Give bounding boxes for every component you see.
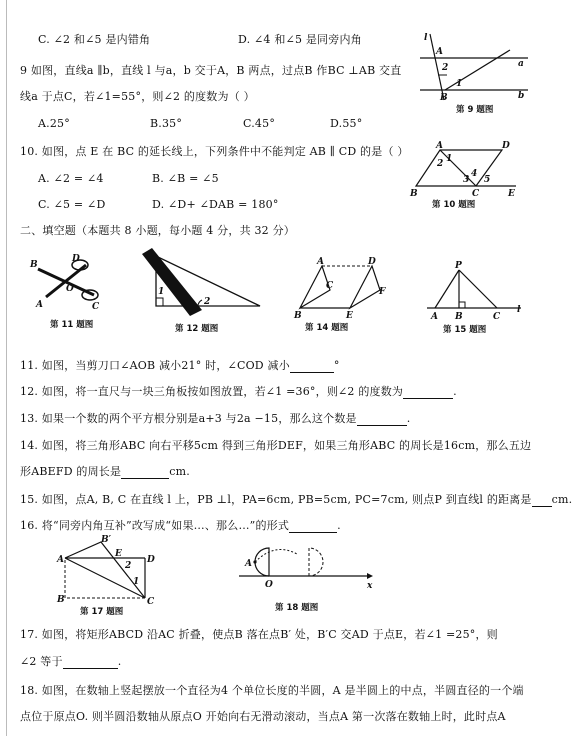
figure-15-diagram [425, 262, 525, 320]
q18-text-line2: 点位于原点O. 则半圆沿数轴从原点O 开始向右无滑动滚动，当点A 第一次落在数轴上时，此时点A [20, 710, 506, 723]
fig11-label-c: C [92, 302, 100, 312]
q17-text-tail: . [117, 655, 122, 668]
fig10-label-2: 2 [437, 159, 444, 169]
fig9-label-angle1: 1 [456, 79, 463, 89]
fig10-label-3: 3 [463, 175, 470, 185]
q17-text-line2 [20, 655, 121, 669]
fig9-label-a-line: a [518, 59, 524, 69]
figure-9-diagram [418, 30, 530, 105]
q10-option-d: D. ∠D+ ∠DAB = 180° [152, 198, 279, 211]
q10-option-a: A. ∠2 = ∠4 [38, 172, 104, 185]
fig15-label-p: P [455, 261, 462, 271]
fig10-label-4: 4 [471, 169, 478, 179]
fig14-label-a: A [317, 257, 324, 267]
q8-option-c: C. ∠2 和∠5 是内错角 [38, 33, 151, 46]
figure-10-diagram [408, 140, 523, 200]
figure-18-diagram [235, 540, 375, 596]
q13-answer-blank[interactable] [357, 414, 407, 426]
q12-text [20, 385, 457, 399]
q10-option-c: C. ∠5 = ∠D [38, 198, 106, 211]
q11-text [20, 359, 340, 373]
q16-text [20, 519, 341, 533]
q15-text-main: 15. 如图，点A, B, C 在直线 l 上，PB ⊥l，PA=6cm, PB=5cm, PC=7cm, 则点P 到直线l 的距离是 [20, 493, 532, 506]
fig12-label-2: 2 [204, 297, 211, 307]
q10-text: 10. 如图，点 E 在 BC 的延长线上，下列条件中不能判定 AB ∥ CD 的是（ ） [20, 145, 409, 158]
figure-9-caption: 第 9 题图 [456, 105, 494, 115]
q9-option-a: A.25° [38, 117, 70, 130]
q9-option-d: D.55° [330, 117, 363, 130]
q9-option-c: C.45° [243, 117, 276, 130]
fig10-label-1: 1 [446, 154, 453, 164]
fig14-label-c: C [326, 281, 334, 291]
figure-11-caption: 第 11 题图 [50, 320, 94, 330]
fig17-label-b-prime: B′ [101, 535, 111, 545]
fig14-label-f: F [379, 287, 386, 297]
q17-text-line1: 17. 如图，将矩形ABCD 沿AC 折叠，使点B 落在点B′ 处，B′C 交AD 于点E，若∠1 =25°，则 [20, 628, 498, 641]
fig17-label-2: 2 [125, 561, 132, 571]
q15-text-tail: cm. [551, 493, 572, 506]
fig15-label-l: l [517, 305, 521, 315]
q14-text-line2 [20, 465, 190, 479]
q13-text-tail: . [406, 412, 411, 425]
page-left-edge [6, 0, 7, 736]
fig15-label-a: A [431, 312, 438, 322]
figure-10-caption: 第 10 题图 [432, 200, 476, 210]
q15-answer-blank[interactable] [532, 495, 552, 507]
figure-12-caption: 第 12 题图 [175, 324, 219, 334]
fig11-label-a: A [36, 300, 43, 310]
q9-text-line2: 线a 于点C，若∠1=55°，则∠2 的度数为（ ） [20, 90, 255, 103]
fig9-label-l: l [424, 33, 428, 43]
q12-answer-blank[interactable] [403, 387, 453, 399]
q16-text-tail: . [337, 519, 341, 532]
q16-answer-blank[interactable] [289, 521, 337, 533]
q12-text-tail: . [453, 385, 457, 398]
q9-text-line1: 9 如图，直线a ∥b，直线 l 与a，b 交于A，B 两点，过点B 作BC ⊥AB 交直 [20, 64, 402, 77]
fig9-label-angle2: 2 [442, 63, 449, 73]
figure-18-caption: 第 18 题图 [275, 603, 319, 613]
figure-11-diagram [28, 255, 106, 313]
q17-text-main: ∠2 等于 [20, 655, 63, 668]
fig17-label-a: A [57, 555, 64, 565]
fig10-label-b: B [410, 189, 418, 199]
figure-14-diagram [292, 256, 392, 321]
q17-answer-blank[interactable] [63, 657, 118, 669]
fig10-label-e: E [508, 189, 515, 199]
fig14-label-d: D [368, 257, 376, 267]
fig11-label-d: D [72, 254, 80, 264]
q10-option-b: B. ∠B = ∠5 [152, 172, 219, 185]
fig9-label-b-line: b [518, 91, 525, 101]
q14-text-main: 形ABEFD 的周长是 [20, 465, 122, 478]
fig11-label-o: O [66, 284, 74, 294]
fig10-label-c: C [472, 189, 480, 199]
q14-text-tail: cm. [169, 465, 190, 478]
figure-17-diagram [55, 535, 160, 608]
q15-text [20, 493, 572, 507]
fig9-label-b-point: B [440, 93, 448, 103]
fig15-label-b: B [455, 312, 463, 322]
figure-14-caption: 第 14 题图 [305, 323, 349, 333]
fig14-label-e: E [346, 311, 353, 321]
fig17-label-c: C [147, 597, 155, 607]
q13-text [20, 412, 410, 426]
q14-text-line1: 14. 如图，将三角形ABC 向右平移5cm 得到三角形DEF，如果三角形ABC 的周长是16cm，那么五边 [20, 439, 532, 452]
fig12-label-1: 1 [158, 287, 165, 297]
q11-answer-blank[interactable] [290, 361, 334, 373]
fig18-label-a: A [245, 559, 252, 569]
q11-text-tail: ° [333, 359, 340, 372]
fig17-label-1: 1 [133, 577, 140, 587]
figure-17-caption: 第 17 题图 [80, 607, 124, 617]
fig9-label-a-point: A [436, 47, 443, 57]
q8-option-d: D. ∠4 和∠5 是同旁内角 [238, 33, 362, 46]
fig10-label-d: D [502, 141, 510, 151]
figure-15-caption: 第 15 题图 [443, 325, 487, 335]
section-2-heading: 二、填空题（本题共 8 小题，每小题 4 分，共 32 分） [20, 224, 295, 237]
q14-answer-blank[interactable] [121, 467, 169, 479]
fig17-label-b: B [57, 595, 65, 605]
fig18-label-x: x [367, 581, 373, 591]
q18-text-line1: 18. 如图，在数轴上竖起摆放一个直径为4 个单位长度的半圆，A 是半圆上的中点，半圆直径的一个端 [20, 684, 524, 697]
q9-option-b: B.35° [150, 117, 183, 130]
fig10-label-a: A [436, 141, 443, 151]
fig18-label-o: O [265, 580, 273, 590]
q11-text-main: 11. 如图，当剪刀口∠AOB 减小21° 时，∠COD 减小 [20, 359, 290, 372]
fig10-label-5: 5 [484, 175, 491, 185]
fig14-label-b: B [294, 311, 302, 321]
fig15-label-c: C [493, 312, 501, 322]
figure-12-diagram [138, 248, 263, 318]
q13-text-main: 13. 如果一个数的两个平方根分别是a+3 与2a −15，那么这个数是 [20, 412, 357, 425]
q12-text-main: 12. 如图，将一直尺与一块三角板按如图放置，若∠1 =36°，则∠2 的度数为 [20, 385, 404, 398]
fig11-label-b: B [30, 260, 38, 270]
fig17-label-d: D [147, 555, 155, 565]
q16-text-main: 16. 将“同旁内角互补”改写成“如果…、那么…”的形式 [20, 519, 290, 532]
fig17-label-e: E [115, 549, 122, 559]
